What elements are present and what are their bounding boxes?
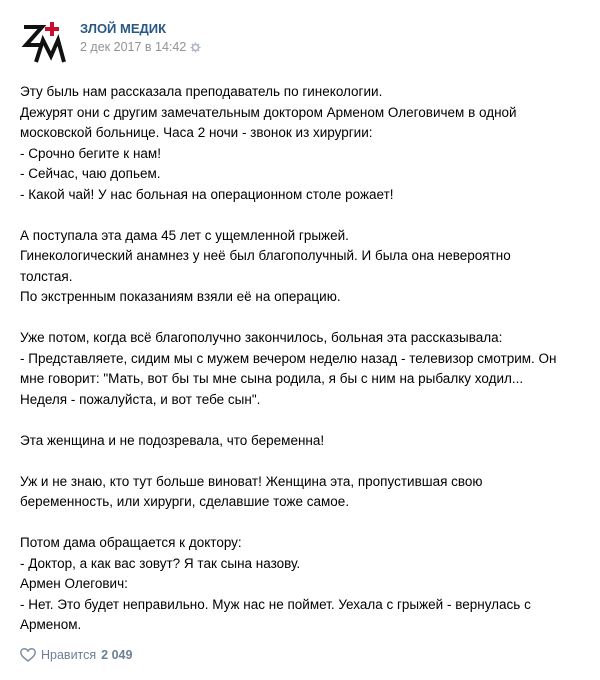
paragraph [20, 82, 585, 205]
text-line: По экстренным показаниям взяли её на операцию. [20, 289, 341, 304]
paragraph [20, 226, 585, 308]
like-button[interactable] [20, 648, 132, 662]
zm-logo-icon[interactable] [20, 18, 68, 66]
text-line: - Срочно бегите к нам! [20, 145, 161, 161]
paragraph [20, 431, 585, 452]
text-line: - Нет. Это будет неправильно. Муж нас не поймет. Уехала с грыжей - вернулась с [20, 596, 531, 612]
text-line: Арменом. [20, 617, 82, 632]
text-line: - Сейчас, чаю допьем. [20, 166, 161, 181]
post-body [20, 82, 585, 656]
text-line: Неделя - пожалуйста, и вот тебе сын". [20, 391, 261, 407]
text-line: - Какой чай! У нас больная на операционном столе рожает! [20, 186, 394, 202]
text-line: мне говорит: "Мать, вот бы ты мне сына родила, я бы с ним на рыбалку ходил... [20, 371, 524, 386]
paragraph [20, 533, 585, 636]
gear-icon[interactable] [190, 42, 201, 53]
text-line: московской больнице. Часа 2 ночи - звонок из хирургии: [20, 125, 373, 140]
like-count: 2 049 [101, 648, 133, 662]
text-line: Армен Олегович: [20, 576, 128, 591]
heart-icon [20, 648, 36, 662]
text-line: Эту быль нам рассказала преподаватель по гинекологии. [20, 84, 383, 99]
text-line: Эта женщина и не подозревала, что беременна! [20, 432, 325, 448]
author-link[interactable]: ЗЛОЙ МЕДИК [80, 21, 167, 36]
text-line: беременность, или хирурги, сделавшие тоже самое. [20, 494, 350, 509]
text-line: Дежурят они с другим замечательным доктором Арменом Олеговичем в одной [20, 104, 517, 120]
date-row [80, 39, 201, 55]
post-date[interactable]: 2 дек 2017 в 14:42 [80, 40, 187, 54]
text-line: Гинекологический анамнез у неё был благополучный. И была она невероятно [20, 248, 511, 263]
paragraph [20, 472, 585, 513]
like-label: Нравится [41, 648, 97, 662]
paragraph [20, 328, 585, 410]
text-line: Потом дама обращается к доктору: [20, 535, 242, 550]
text-line: - Представляете, сидим мы с мужем вечером неделю назад - телевизор смотрим. Он [20, 350, 557, 366]
post-header [20, 18, 201, 66]
text-line: - Доктор, а как вас зовут? Я так сына назову. [20, 555, 301, 571]
post-meta [80, 20, 201, 55]
text-line: толстая. [20, 268, 73, 284]
text-line: Уж и не знаю, кто тут больше виноват! Женщина эта, пропустившая свою [20, 473, 483, 489]
text-line: А поступала эта дама 45 лет с ущемленной грыжей. [20, 227, 349, 243]
text-line: Уже потом, когда всё благополучно закончилось, больная эта рассказывала: [20, 330, 503, 345]
